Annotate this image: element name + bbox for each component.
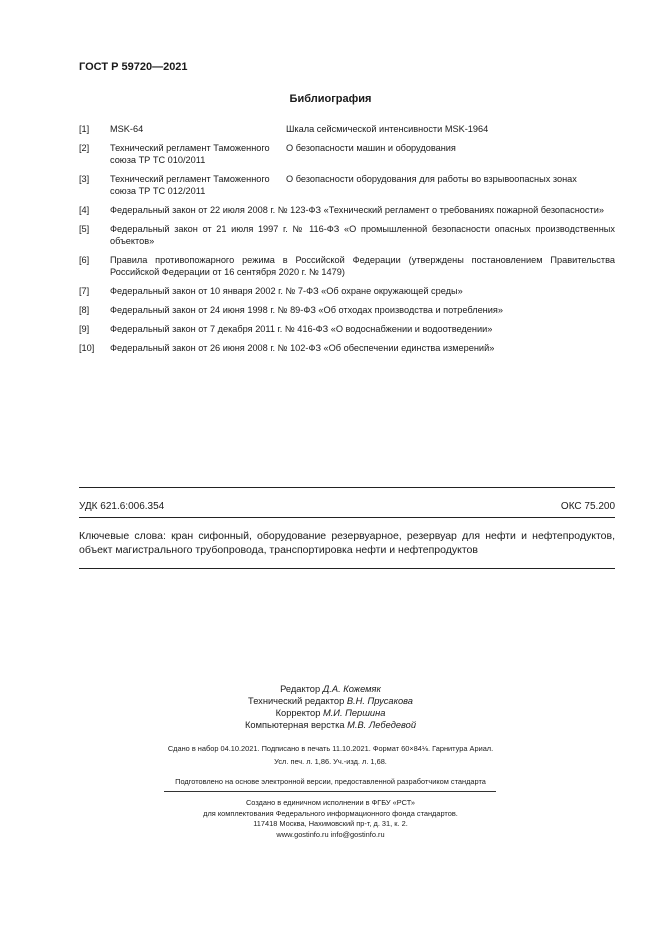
- entry-title: О безопасности оборудования для работы во взрывоопасных зонах: [286, 174, 577, 184]
- udk-code: УДК 621.6:006.354: [79, 501, 165, 512]
- credits: [0, 683, 661, 731]
- entry-designation: Технический регламент Таможенного союза ТР ТС 012/2011: [110, 174, 270, 196]
- bibliography-entry-9: [79, 323, 615, 335]
- entry-number: [6]: [79, 255, 90, 265]
- divider-top: [79, 487, 615, 488]
- entry-text: Федеральный закон от 26 июня 2008 г. № 102-ФЗ «Об обеспечении единства измерений»: [110, 343, 495, 353]
- entry-number: [10]: [79, 343, 95, 353]
- oks-code: ОКС 75.200: [560, 501, 615, 512]
- entry-text: Федеральный закон от 10 января 2002 г. № 7-ФЗ «Об охране окружающей среды»: [110, 286, 463, 296]
- entry-text: Правила противопожарного режима в Российской Федерации (утверждены постановлением Правительства Российской Федерации от 16 сентября 2020 г. № 1479): [110, 255, 615, 277]
- credit-name: В.Н. Прусакова: [346, 696, 413, 706]
- credit-editor: [0, 683, 661, 695]
- print-info-line-2: Усл. печ. л. 1,86. Уч.-изд. л. 1,68.: [274, 757, 387, 766]
- imprint: [0, 798, 661, 840]
- credit-name: М.И. Першина: [322, 708, 386, 718]
- divider-imprint: [164, 791, 496, 792]
- bibliography-entry-10: [79, 342, 615, 354]
- credit-tech-editor: [0, 695, 661, 707]
- bibliography-entry-8: [79, 304, 615, 316]
- credit-role: Корректор: [275, 708, 321, 718]
- entry-designation: Технический регламент Таможенного союза ТР ТС 010/2011: [110, 143, 270, 165]
- imprint-line-4: www.gostinfo.ru info@gostinfo.ru: [276, 829, 385, 839]
- bibliography-entry-5: [79, 223, 615, 247]
- imprint-line-2: для комплектования Федерального информационного фонда стандартов.: [203, 808, 458, 818]
- bibliography-entry-6: [79, 254, 615, 278]
- entry-number: [4]: [79, 205, 90, 215]
- entry-number: [1]: [79, 124, 90, 134]
- bibliography-entry-2: [79, 142, 615, 166]
- divider-bottom: [79, 568, 615, 569]
- bibliography-title: Библиография: [289, 93, 372, 105]
- entry-title: Шкала сейсмической интенсивности MSK-1964: [286, 124, 489, 134]
- entry-text: Федеральный закон от 22 июля 2008 г. № 123-ФЗ «Технический регламент о требованиях пожарной безопасности»: [110, 205, 604, 215]
- credit-proofreader: [0, 707, 661, 719]
- entry-title: О безопасности машин и оборудования: [286, 143, 456, 153]
- bibliography-entry-3: [79, 173, 615, 197]
- bibliography-entry-1: [79, 123, 615, 135]
- credit-name: М.В. Лебедевой: [347, 720, 416, 730]
- keywords: Ключевые слова: кран сифонный, оборудование резервуарное, резервуар для нефти и нефтепродуктов, объект магистрального трубопровода, транспортировка нефти и нефтепродуктов: [79, 530, 615, 556]
- entry-text: Федеральный закон от 21 июля 1997 г. № 116-ФЗ «О промышленной безопасности опасных производственных объектов»: [110, 224, 615, 246]
- entry-number: [5]: [79, 224, 90, 234]
- print-info-line-1: Сдано в набор 04.10.2021. Подписано в печать 11.10.2021. Формат 60×84⅛. Гарнитура Ариал.: [167, 744, 494, 753]
- entry-number: [8]: [79, 305, 90, 315]
- bibliography-entry-4: [79, 204, 615, 216]
- credit-role: Редактор: [280, 684, 321, 694]
- imprint-line-3: 117418 Москва, Нахимовский пр-т, д. 31, к. 2.: [253, 819, 408, 828]
- entry-number: [9]: [79, 324, 90, 334]
- entry-number: [2]: [79, 143, 90, 153]
- prepared-note: Подготовлено на основе электронной версии, предоставленной разработчиком стандарта: [175, 777, 486, 786]
- entry-number: [3]: [79, 174, 90, 184]
- bibliography-entry-7: [79, 285, 615, 297]
- credit-layout: [0, 719, 661, 731]
- standard-code: ГОСТ Р 59720—2021: [79, 61, 188, 73]
- entry-text: Федеральный закон от 24 июня 1998 г. № 89-ФЗ «Об отходах производства и потребления»: [110, 305, 503, 315]
- imprint-line-1: Создано в единичном исполнении в ФГБУ «РСТ»: [245, 798, 416, 807]
- credit-role: Технический редактор: [248, 696, 345, 706]
- divider-middle: [79, 517, 615, 518]
- credit-role: Компьютерная верстка: [244, 720, 345, 730]
- entry-designation: MSK-64: [110, 124, 144, 134]
- bibliography-list: [79, 123, 615, 361]
- entry-number: [7]: [79, 286, 90, 296]
- credit-name: Д.А. Кожемяк: [322, 684, 381, 694]
- entry-text: Федеральный закон от 7 декабря 2011 г. № 416-ФЗ «О водоснабжении и водоотведении»: [110, 324, 493, 334]
